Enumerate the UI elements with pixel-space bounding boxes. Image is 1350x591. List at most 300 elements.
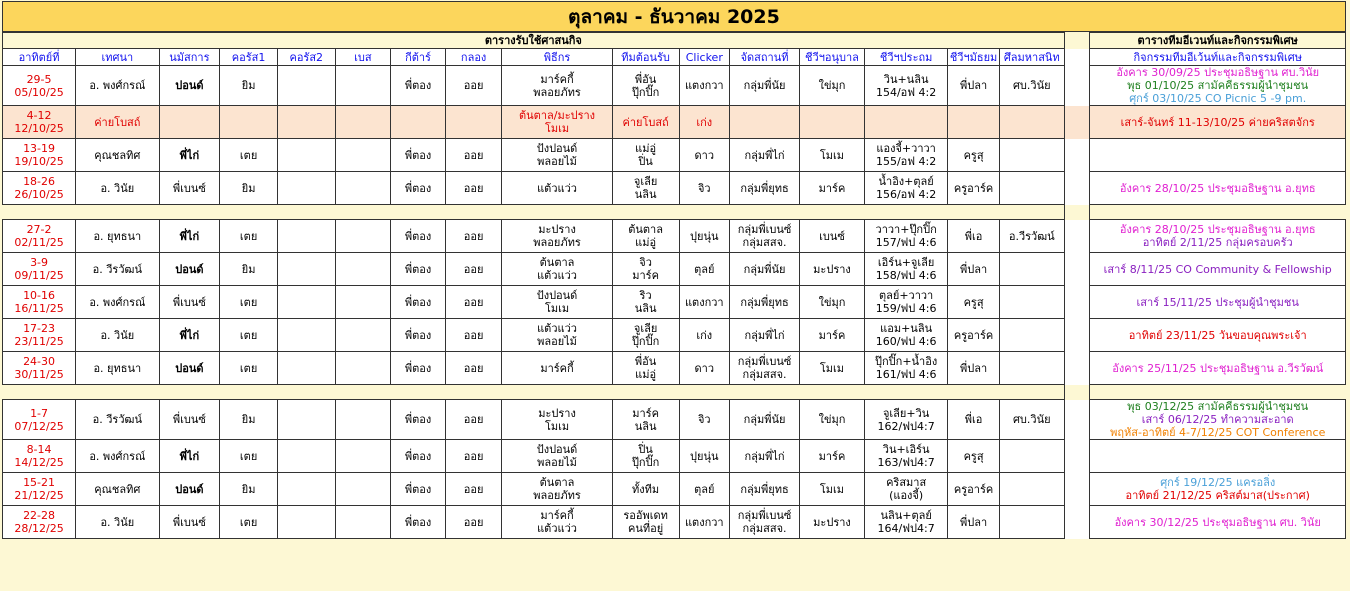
assignment-cell: [730, 400, 800, 440]
assignment-cell: [335, 400, 391, 440]
assignment-cell: [502, 440, 612, 473]
cell-text: 161/ฟป 4:6: [875, 368, 937, 381]
cell-text: กลุ่มพี่ยุทธ: [740, 482, 789, 496]
assignment-cell: [502, 66, 612, 106]
assignment-cell: [391, 506, 446, 539]
cell-text: เตย: [239, 295, 258, 309]
event-text: พุธ 03/12/25 สามัคคีธรรมผู้นำชุมชน: [1127, 400, 1309, 413]
assignment-cell: [159, 286, 220, 319]
cell-text: แม่อู่: [635, 142, 657, 155]
cell-text: เตย: [239, 229, 258, 243]
event-text: อาทิตย์ 21/12/25 คริสต์มาส(ประกาศ): [1125, 489, 1310, 502]
cell-text: นลิน: [634, 188, 657, 201]
assignment-cell: [220, 473, 278, 506]
cell-text: มะปราง: [538, 406, 576, 420]
assignment-cell: [679, 220, 729, 253]
assignment-cell: [999, 253, 1064, 286]
cell-text: ปิ่น: [638, 443, 653, 456]
cell-text: ออย: [463, 148, 484, 162]
schedule-row: [3, 506, 1346, 539]
cell-text: โมเม: [544, 122, 570, 135]
cell-text: พี่ไก่: [179, 328, 200, 342]
assignment-cell: [948, 352, 999, 385]
cell-text: แตงกวา: [684, 79, 724, 92]
column-header: อาทิตย์ที่: [3, 49, 76, 66]
cell-text: จิว: [639, 256, 652, 269]
cell-text: พี่ตอง: [404, 148, 432, 162]
column-gap: [1064, 506, 1090, 539]
assignment-cell: [76, 106, 159, 139]
assignment-cell: [948, 473, 999, 506]
assignment-cell: [612, 106, 679, 139]
assignment-cell: [612, 139, 679, 172]
assignment-cell: [679, 286, 729, 319]
column-gap: [1064, 33, 1090, 49]
assignment-cell: [159, 352, 220, 385]
cell-text: ออย: [463, 413, 484, 426]
cell-text: มาร์ค: [632, 406, 659, 420]
assignment-cell: [948, 66, 999, 106]
assignment-cell: [730, 319, 800, 352]
cell-text: ยิม: [241, 79, 256, 92]
assignment-cell: [335, 473, 391, 506]
assignment-cell: [220, 106, 278, 139]
assignment-cell: [730, 473, 800, 506]
cell-text: เก่ง: [696, 115, 713, 129]
cell-text: ปุยนุ่น: [690, 449, 719, 463]
date-cell: [3, 352, 76, 385]
assignment-cell: [679, 66, 729, 106]
section-title-schedule: ตารางรับใช้ศาสนกิจ: [3, 33, 1065, 49]
cell-text: แองจี้+วาวา: [876, 142, 936, 155]
assignment-cell: [800, 506, 865, 539]
cell-text: ครูอาร์ค: [953, 482, 994, 496]
cell-text: ยิม: [241, 413, 256, 426]
assignment-cell: [76, 506, 159, 539]
assignment-cell: [391, 220, 446, 253]
cell-text: 13-19: [23, 142, 56, 155]
row-spacer: [3, 205, 1065, 220]
cell-text: กลุ่มพี่นัย: [743, 413, 786, 426]
cell-text: นลิน: [634, 302, 657, 315]
cell-text: ใข่มุก: [818, 413, 846, 426]
cell-text: จิว: [697, 413, 711, 426]
column-gap: [1064, 286, 1090, 319]
assignment-cell: [335, 440, 391, 473]
assignment-cell: [864, 253, 947, 286]
assignment-cell: [220, 400, 278, 440]
assignment-cell: [220, 440, 278, 473]
assignment-cell: [445, 139, 502, 172]
assignment-cell: [220, 253, 278, 286]
cell-text: พี่ตอง: [404, 262, 432, 276]
assignment-cell: [277, 66, 335, 106]
assignment-cell: [679, 172, 729, 205]
event-text: อังคาร 30/12/25 ประชุมอธิษฐาน ศบ. วินัย: [1114, 515, 1321, 529]
cell-text: จูเลีย: [633, 175, 658, 188]
cell-text: 09/11/25: [14, 269, 64, 282]
assignment-cell: [800, 106, 865, 139]
assignment-cell: [612, 319, 679, 352]
cell-text: ครูอาร์ค: [953, 181, 994, 195]
date-cell: [3, 66, 76, 106]
cell-text: จูเลีย: [633, 322, 658, 335]
assignment-cell: [335, 253, 391, 286]
date-cell: [3, 106, 76, 139]
assignment-cell: [864, 286, 947, 319]
event-text: เสาร์ 06/12/25 ทำความสะอาด: [1141, 413, 1294, 426]
column-header: คอรัส1: [220, 49, 278, 66]
assignment-cell: [999, 172, 1064, 205]
cell-text: มาร์คกี้: [540, 72, 574, 86]
cell-text: 159/ฟป 4:6: [875, 302, 937, 315]
column-gap: [1064, 385, 1090, 400]
assignment-cell: [335, 319, 391, 352]
event-text: อังคาร 28/10/25 ประชุมอธิษฐาน อ.ยุทธ: [1119, 181, 1316, 195]
column-header: กลอง: [445, 49, 502, 66]
cell-text: อ. วินัย: [100, 328, 135, 342]
assignment-cell: [864, 506, 947, 539]
assignment-cell: [864, 473, 947, 506]
cell-text: ตุลย์: [694, 262, 715, 276]
assignment-cell: [730, 172, 800, 205]
event-text: เสาร์-จันทร์ 11-13/10/25 ค่ายคริสตจักร: [1120, 115, 1315, 129]
cell-text: พี่ตอง: [404, 181, 432, 195]
assignment-cell: [277, 440, 335, 473]
cell-text: คนที่อยู่: [628, 522, 664, 535]
cell-text: ตุลย์+วาวา: [878, 289, 934, 302]
cell-text: พลอยไม้: [537, 155, 577, 168]
column-gap: [1064, 220, 1090, 253]
cell-text: มาร์ค: [818, 181, 846, 195]
assignment-cell: [335, 139, 391, 172]
column-gap: [1064, 440, 1090, 473]
cell-text: ต้นตาล: [539, 256, 575, 269]
column-gap: [1064, 205, 1090, 220]
assignment-cell: [999, 220, 1064, 253]
page-title: ตุลาคม - ธันวาคม 2025: [2, 1, 1346, 32]
assignment-cell: [679, 253, 729, 286]
cell-text: 15-21: [23, 476, 56, 489]
column-header: พิธีกร: [502, 49, 612, 66]
assignment-cell: [445, 440, 502, 473]
cell-text: ยิม: [241, 262, 256, 276]
cell-text: กลุ่มพี่ยุทธ: [740, 181, 789, 195]
assignment-cell: [999, 506, 1064, 539]
cell-text: 10-16: [23, 289, 56, 302]
assignment-cell: [864, 172, 947, 205]
assignment-cell: [445, 172, 502, 205]
events-cell: [1090, 106, 1346, 139]
assignment-cell: [220, 319, 278, 352]
cell-text: ออย: [463, 482, 484, 496]
cell-text: ค่ายโบสถ์: [94, 115, 141, 129]
assignment-cell: [391, 66, 446, 106]
schedule-row: [3, 473, 1346, 506]
cell-text: อ. วีรวัฒน์: [92, 262, 142, 276]
cell-text: นลิน+ตุลย์: [880, 509, 932, 522]
cell-text: 27-2: [26, 223, 52, 236]
cell-text: 160/ฟป 4:6: [875, 335, 937, 348]
assignment-cell: [335, 172, 391, 205]
assignment-cell: [159, 66, 220, 106]
schedule-row: [3, 440, 1346, 473]
event-text: ศุกร์ 03/10/25 CO Picnic 5 -9 pm.: [1129, 92, 1307, 105]
cell-text: ยิม: [241, 482, 256, 496]
column-header: ชีวีฯมัธยม: [949, 50, 998, 64]
cell-text: ออย: [463, 515, 484, 529]
assignment-cell: [800, 473, 865, 506]
cell-text: 158/ฟป 4:6: [875, 269, 937, 282]
assignment-cell: [445, 286, 502, 319]
assignment-cell: [391, 440, 446, 473]
assignment-cell: [864, 66, 947, 106]
assignment-cell: [612, 172, 679, 205]
cell-text: เตย: [239, 515, 258, 529]
events-cell: [1090, 220, 1346, 253]
assignment-cell: [502, 220, 612, 253]
cell-text: พลอยภัทร: [533, 489, 581, 502]
cell-text: ศบ.วินัย: [1012, 79, 1051, 92]
assignment-cell: [391, 319, 446, 352]
cell-text: ต้นตาล: [628, 223, 663, 236]
cell-text: 163/ฟป4:7: [877, 456, 935, 469]
cell-text: 18-26: [23, 175, 56, 188]
cell-text: พี่ไก่: [179, 449, 200, 463]
assignment-cell: [800, 352, 865, 385]
cell-text: ใข่มุก: [818, 79, 846, 92]
cell-text: 28/12/25: [14, 522, 64, 535]
schedule-row: [3, 172, 1346, 205]
cell-text: พี่เบนซ์: [172, 413, 206, 426]
assignment-cell: [76, 172, 159, 205]
cell-text: พี่ไก่: [179, 148, 200, 162]
column-header: นมัสการ: [159, 49, 220, 66]
assignment-cell: [391, 352, 446, 385]
cell-text: พลอยภัทร: [533, 236, 581, 249]
schedule-row: [3, 253, 1346, 286]
cell-text: พี่ตอง: [404, 449, 432, 463]
assignment-cell: [159, 220, 220, 253]
cell-text: กลุ่มพี่นัย: [743, 262, 786, 276]
cell-text: ออย: [463, 449, 484, 463]
cell-text: เตย: [239, 328, 258, 342]
cell-text: พี่ปลา: [959, 361, 988, 375]
assignment-cell: [800, 172, 865, 205]
assignment-cell: [335, 506, 391, 539]
assignment-cell: [679, 506, 729, 539]
cell-text: อ. พงศ์กรณ์: [89, 295, 146, 309]
cell-text: พลอยไม้: [537, 335, 577, 348]
events-cell: [1090, 473, 1346, 506]
assignment-cell: [502, 352, 612, 385]
assignment-cell: [277, 506, 335, 539]
assignment-cell: [679, 319, 729, 352]
assignment-cell: [679, 139, 729, 172]
column-header: ทีมต้อนรับ: [612, 49, 679, 66]
cell-text: ปุ๊กปิ๊ก: [631, 456, 660, 469]
column-gap: [1064, 66, 1090, 106]
assignment-cell: [948, 440, 999, 473]
cell-text: ปังปอนด์: [536, 443, 578, 456]
cell-text: ออย: [463, 181, 484, 195]
event-text: เสาร์ 8/11/25 CO Community & Fellowship: [1103, 262, 1332, 276]
cell-text: โมเม: [544, 302, 570, 315]
assignment-cell: [800, 66, 865, 106]
assignment-cell: [220, 172, 278, 205]
cell-text: พี่เอ: [964, 413, 983, 426]
section-title-events: ตารางทีมอีเวนท์และกิจกรรมพิเศษ: [1090, 33, 1346, 49]
assignment-cell: [502, 139, 612, 172]
cell-text: ปอนด์: [175, 361, 204, 375]
cell-text: เบนซ์: [819, 229, 845, 243]
assignment-cell: [730, 286, 800, 319]
assignment-cell: [730, 139, 800, 172]
cell-text: 26/10/25: [14, 188, 64, 201]
assignment-cell: [948, 286, 999, 319]
cell-text: พี่เบนซ์: [172, 295, 206, 309]
assignment-cell: [76, 66, 159, 106]
assignment-cell: [220, 139, 278, 172]
assignment-cell: [948, 172, 999, 205]
cell-text: กลุ่มพี่เบนซ์: [737, 223, 792, 236]
cell-text: กลุ่มสสจ.: [742, 368, 787, 381]
cell-text: ปุ๊กปิ๊ก: [631, 85, 660, 99]
column-header: เบส: [335, 49, 391, 66]
cell-text: ออย: [463, 361, 484, 375]
assignment-cell: [679, 400, 729, 440]
cell-text: โมเม: [544, 419, 570, 433]
cell-text: กลุ่มพี่เบนซ์: [737, 355, 792, 368]
date-cell: [3, 506, 76, 539]
assignment-cell: [800, 440, 865, 473]
assignment-cell: [76, 440, 159, 473]
cell-text: ตุลย์: [694, 482, 715, 496]
cell-text: คริสมาส: [886, 476, 927, 489]
assignment-cell: [277, 352, 335, 385]
assignment-cell: [612, 66, 679, 106]
cell-text: 164/ฟป4:7: [877, 522, 935, 535]
column-gap: [1064, 253, 1090, 286]
assignment-cell: [730, 253, 800, 286]
assignment-cell: [277, 253, 335, 286]
event-text: อังคาร 25/11/25 ประชุมอธิษฐาน อ.วีรวัฒน์: [1112, 361, 1324, 375]
assignment-cell: [76, 253, 159, 286]
cell-text: แต้วแว่ว: [537, 181, 577, 195]
cell-text: 24-30: [23, 355, 56, 368]
date-cell: [3, 220, 76, 253]
assignment-cell: [159, 139, 220, 172]
assignment-cell: [76, 352, 159, 385]
assignment-cell: [277, 400, 335, 440]
cell-text: แต้วแว่ว: [537, 522, 577, 535]
event-text: อังคาร 30/09/25 ประชุมอธิษฐาน ศบ.วินัย: [1116, 66, 1320, 79]
cell-text: ปอนด์: [175, 262, 204, 276]
cell-text: แต้วแว่ว: [537, 269, 577, 282]
cell-text: อ. ยุทธนา: [93, 361, 142, 375]
assignment-cell: [948, 400, 999, 440]
cell-text: พี่เอ: [964, 229, 983, 243]
cell-text: โมเม: [819, 148, 845, 162]
assignment-cell: [612, 440, 679, 473]
cell-text: ออย: [463, 79, 484, 92]
column-gap: [1064, 473, 1090, 506]
cell-text: พี่ตอง: [404, 328, 432, 342]
assignment-cell: [999, 319, 1064, 352]
column-gap: [1064, 172, 1090, 205]
assignment-cell: [445, 106, 502, 139]
cell-text: มะปราง: [813, 262, 851, 276]
cell-text: นลิน: [634, 419, 657, 433]
assignment-cell: [159, 253, 220, 286]
events-cell: [1090, 506, 1346, 539]
cell-text: แต้วแว่ว: [537, 322, 577, 335]
cell-text: 162/ฟป4:7: [877, 419, 935, 433]
column-gap: [1064, 106, 1090, 139]
assignment-cell: [679, 473, 729, 506]
assignment-cell: [864, 106, 947, 139]
cell-text: ครูสุ: [963, 148, 984, 162]
assignment-cell: [502, 400, 612, 440]
cell-text: 155/อฟ 4:2: [875, 155, 937, 168]
assignment-cell: [999, 440, 1064, 473]
column-gap: [1064, 49, 1090, 66]
assignment-cell: [76, 473, 159, 506]
assignment-cell: [391, 172, 446, 205]
cell-text: ออย: [463, 262, 484, 276]
row-spacer: [1090, 205, 1346, 220]
date-cell: [3, 440, 76, 473]
assignment-cell: [730, 352, 800, 385]
cell-text: มาร์คกี้: [540, 509, 574, 522]
cell-text: 21/12/25: [14, 489, 64, 502]
cell-text: กลุ่มพี่ไก่: [744, 148, 785, 162]
assignment-cell: [277, 473, 335, 506]
date-cell: [3, 172, 76, 205]
schedule-row: [3, 400, 1346, 440]
schedule-row: [3, 139, 1346, 172]
cell-text: คุณชลทิศ: [94, 482, 141, 496]
date-cell: [3, 286, 76, 319]
row-spacer: [1090, 385, 1346, 400]
cell-text: พี่ตอง: [404, 515, 432, 529]
cell-text: แม่อู่: [635, 236, 657, 249]
events-cell: [1090, 253, 1346, 286]
cell-text: เตย: [239, 148, 258, 162]
cell-text: จูเลีย+วิน: [882, 406, 930, 420]
assignment-cell: [999, 352, 1064, 385]
cell-text: ปอนด์: [175, 79, 204, 92]
cell-text: 8-14: [26, 443, 52, 456]
cell-text: ปุ๊กปิ๊ก+น้ำอิง: [875, 355, 938, 368]
assignment-cell: [800, 319, 865, 352]
assignment-cell: [76, 400, 159, 440]
assignment-cell: [445, 506, 502, 539]
cell-text: น้ำอิง+ตุลย์: [878, 175, 934, 188]
assignment-cell: [159, 506, 220, 539]
date-cell: [3, 473, 76, 506]
assignment-cell: [612, 473, 679, 506]
cell-text: โมเม: [819, 361, 845, 375]
cell-text: พี่ตอง: [404, 482, 432, 496]
cell-text: 29-5: [26, 72, 52, 86]
assignment-cell: [502, 473, 612, 506]
cell-text: กลุ่มสสจ.: [742, 236, 787, 249]
cell-text: อ. พงศ์กรณ์: [89, 449, 146, 463]
cell-text: อ. วินัย: [100, 181, 135, 195]
cell-text: มะปราง: [538, 223, 576, 236]
column-gap: [1064, 139, 1090, 172]
